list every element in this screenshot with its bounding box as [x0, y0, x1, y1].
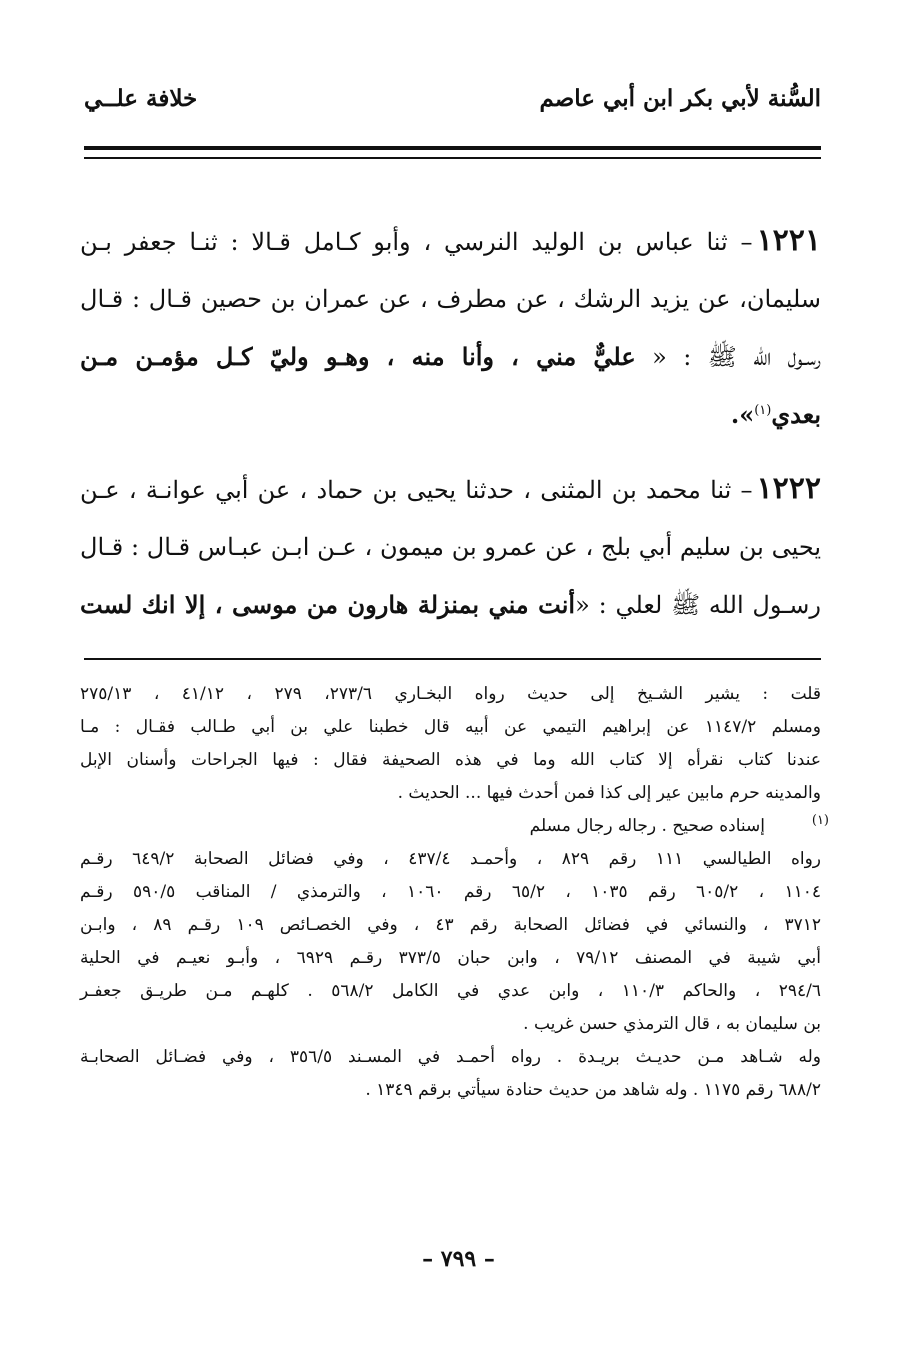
footnote-1-line: أبي شيبة في المصنف ٧٩/١٢ ، وابن حبان ٣٧٣/٥ رقـم ٦٩٢٩ ، وأبـو نعيـم في الحلية	[80, 948, 821, 968]
footnote-intro-line: والمدينه حرم مابين عير إلى كذا فمن أحدث فيها ... الحديث .	[397, 783, 821, 803]
footnote-witness-line: وله شـاهد مـن حديـث بريـدة . رواه أحمـد في المسـند ٣٥٦/٥ ، وفي فضـائل الصحابـة	[80, 1047, 821, 1067]
hadith-1222-line-2: يحيى بن سليم أبي بلج ، عن عمرو بن ميمون ، عـن ابـن عبـاس قـال : قـال	[80, 533, 821, 561]
footnote-intro-line: ومسلم ١١٤٧/٢ عن إبراهيم التيمي عن أبيه قال خطبنا علي بن أبي طـالب فقـال : مـا	[80, 717, 821, 737]
hadith-number: ١٢٢٢	[756, 471, 821, 506]
hadith-1222-line-1: ١٢٢٢– ثنا محمد بن المثنى ، حدثنا يحيى بن حماد ، عن أبي عوانـة ، عـن	[80, 471, 821, 506]
hadith-text: أنت مني بمنزلة هارون من موسى ، إلا انك لست	[80, 590, 576, 619]
footnotes	[80, 678, 829, 1107]
header-rule-thick	[84, 146, 821, 150]
footnote-1-line: ٣٧١٢ ، والنسائي في فضائل الصحابة رقم ٤٣ ، وفي الخصـائص ١٠٩ رقـم ٨٩ ، وابـن	[80, 915, 821, 935]
footnote-1-line: رواه الطيالسي ١١١ رقم ٨٢٩ ، وأحمـد ٤٣٧/٤ ، وفي فضائل الصحابة ٦٤٩/٢ رقـم	[80, 849, 821, 869]
footnote-1-line: (١) إسناده صحيح . رجاله رجال مسلم	[80, 810, 821, 843]
hadith-text: بعدي	[771, 400, 821, 429]
footnote-1-line: بن سليمان به ، قال الترمذي حسن غريب .	[523, 1014, 821, 1034]
page-number: – ٧٩٩ –	[422, 1246, 495, 1272]
main-text	[80, 212, 821, 634]
hadith-text: عليٌّ مني ، وأنا منه ، وهـو وليّ كـل مؤمـن مـن	[80, 342, 636, 371]
hadith-1221-line-2: سليمان، عن يزيد الرشك ، عن مطرف ، عن عمران بن حصين قـال : قـال	[80, 285, 821, 313]
footnote-marker: (١)	[811, 813, 829, 828]
footnote-1-line: ١١٠٤ ، ٦٠٥/٢ رقم ١٠٣٥ ، ٦٥/٢ رقم ١٠٦٠ ، والترمذي / المناقب ٥٩٠/٥ رقـم	[80, 882, 821, 902]
running-header	[84, 78, 821, 118]
hadith-1221-line-4: بعدي$^{(١)}$».	[730, 400, 821, 429]
hadith-1221-line-3: رسـول الله ﷺ : « عليٌّ مني ، وأنا منه ، وهـو وليّ كـل مؤمـن مـن	[80, 342, 821, 371]
hadith-number: ١٢٢١	[756, 223, 822, 258]
hadith-1222-line-3: رسـول الله ﷺ لعلي : «أنت مني بمنزلة هارون من موسى ، إلا انك لست	[80, 590, 821, 619]
footnote-intro-line: قلت : يشير الشـيخ إلى حديث رواه البخـاري ٢٧٣/٦، ٢٧٩ ، ٤١/١٢ ، ٢٧٥/١٣	[80, 684, 822, 704]
header-rule-thin	[84, 157, 821, 159]
footnote-separator	[84, 658, 821, 660]
footnote-witness-line: ٦٨٨/٢ رقم ١١٧٥ . وله شاهد من حديث حنادة سيأتي برقم ١٣٤٩ .	[365, 1080, 821, 1100]
chapter-title: خلافة علــي	[84, 84, 198, 112]
book-title: السُّنة لأبي بكر ابن أبي عاصم	[539, 84, 821, 112]
footnote-intro-line: عندنا كتاب نقرأه إلا كتاب الله وما في هذه الصحيفة فقال : فيها الجراحات وأسنان الإبل	[80, 750, 821, 770]
hadith-1221-line-1: ١٢٢١– ثنا عباس بن الوليد النرسي ، وأبو كـامل قـالا : ثنـا جعفر بـن	[80, 223, 822, 258]
footnote-ref: (١)	[754, 403, 772, 418]
footnote-1-line: ٢٩٤/٦ ، والحاكم ١١٠/٣ ، وابن عدي في الكامل ٥٦٨/٢ . كلهـم مـن طريـق جعفـر	[80, 981, 822, 1001]
